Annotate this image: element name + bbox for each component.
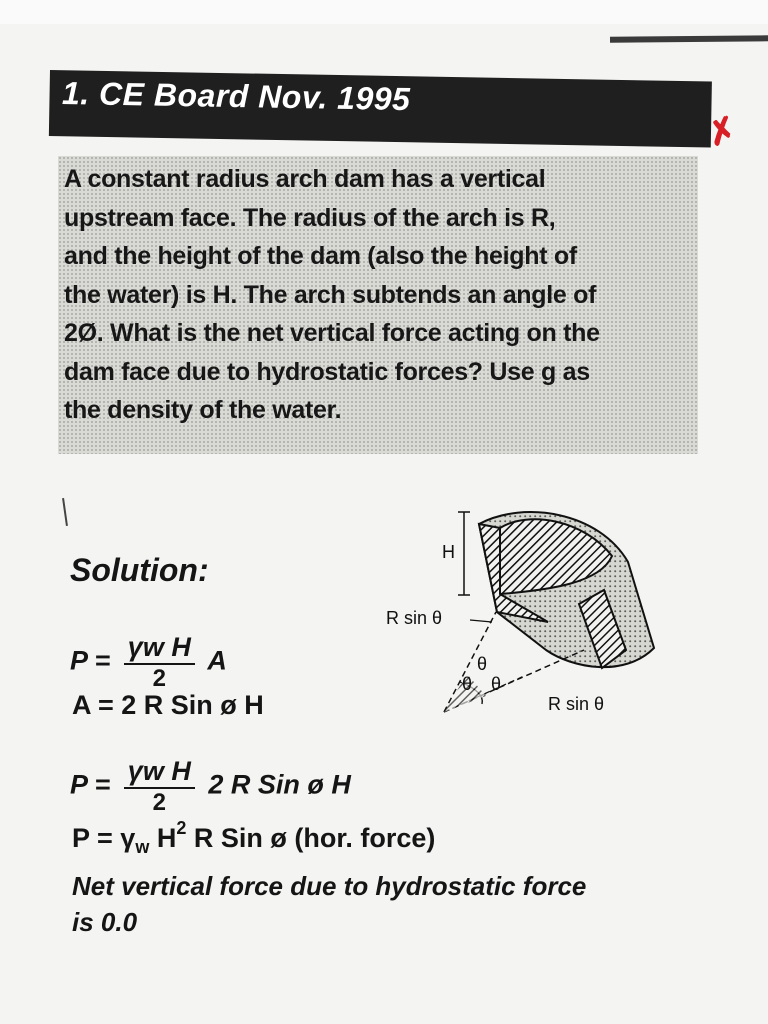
eq4-h: H bbox=[156, 823, 177, 853]
left-r-sin-label: R sin θ bbox=[386, 608, 443, 628]
eq4-rest: R Sin ø (hor. force) bbox=[193, 823, 436, 853]
eq4-superscript: 2 bbox=[176, 818, 187, 838]
problem-line: upstream face. The radius of the arch is R, bbox=[64, 203, 556, 232]
equation-pressure bbox=[70, 632, 227, 693]
eq4-subscript: w bbox=[135, 837, 150, 857]
eq3-rhs: 2 R Sin ø H bbox=[208, 769, 351, 800]
right-r-sin-label: R sin θ bbox=[548, 694, 605, 714]
eq3-numerator: γw H bbox=[124, 756, 195, 789]
pencil-tick bbox=[62, 498, 68, 526]
header-title: 1. CE Board Nov. 1995 bbox=[61, 74, 411, 118]
eq4-lhs: P = γ bbox=[72, 823, 136, 853]
eq1-lhs: P = bbox=[70, 645, 111, 676]
red-check-mark: ✗ bbox=[702, 109, 742, 155]
height-label: H bbox=[442, 542, 455, 562]
problem-text bbox=[64, 160, 698, 430]
eq3-fraction bbox=[124, 756, 195, 817]
conclusion-text bbox=[72, 868, 712, 940]
eq1-numerator: γw H bbox=[124, 632, 195, 665]
problem-line: 2Ø. What is the net vertical force acting on the bbox=[64, 319, 600, 347]
problem-line: A constant radius arch dam has a vertical bbox=[64, 165, 546, 193]
arch-dam-diagram bbox=[374, 500, 664, 720]
conclusion-line: Net vertical force due to hydrostatic force bbox=[72, 871, 587, 901]
equation-horizontal-force bbox=[72, 818, 435, 858]
equation-pressure-substituted bbox=[70, 756, 351, 817]
eq3-denominator: 2 bbox=[152, 789, 166, 816]
top-divider-line bbox=[610, 35, 768, 42]
conclusion-line: is 0.0 bbox=[72, 907, 138, 937]
eq1-rhs: A bbox=[207, 645, 227, 676]
problem-line: the water) is H. The arch subtends an angle of bbox=[64, 280, 597, 309]
eq3-lhs: P = bbox=[70, 769, 111, 800]
problem-line: the density of the water. bbox=[64, 396, 342, 424]
page-top-edge bbox=[0, 0, 768, 24]
eq1-fraction bbox=[124, 632, 195, 693]
eq1-denominator: 2 bbox=[152, 665, 166, 692]
problem-line: and the height of the dam (also the height of bbox=[64, 242, 577, 270]
theta-right-label: θ bbox=[491, 674, 502, 694]
theta-top-label: θ bbox=[477, 654, 488, 674]
equation-area: A = 2 R Sin ø H bbox=[72, 690, 264, 720]
theta-mid-label: θ bbox=[462, 674, 473, 694]
solution-label: Solution: bbox=[70, 552, 209, 588]
left-radius-leader bbox=[470, 620, 492, 622]
problem-line: dam face due to hydrostatic forces? Use g as bbox=[64, 357, 590, 386]
